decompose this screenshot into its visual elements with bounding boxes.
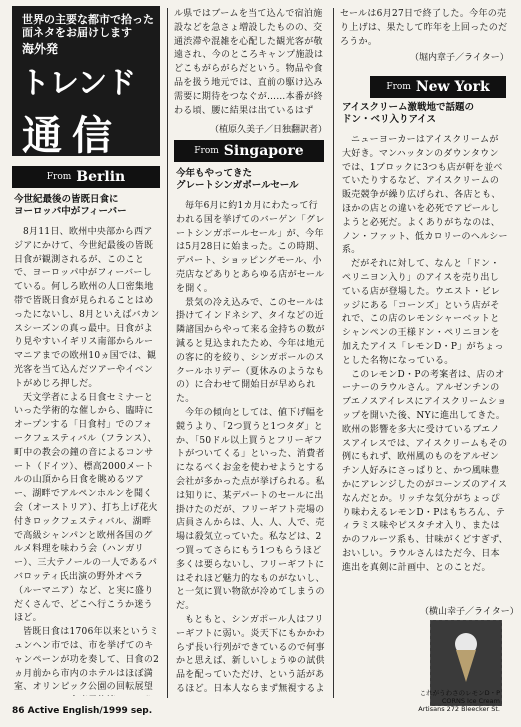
column-divider — [333, 8, 334, 698]
from-label: From — [194, 146, 219, 156]
col2-credit: （植原久美子／日独翻訳者） — [210, 125, 328, 135]
newyork-credit: （横山幸子／ライター） — [420, 607, 519, 617]
paragraph: 今年の傾向としては、値下げ幅を競うより、「2つ買うと1つタダ」とか、「50ドル以上買うとフリーギフトがついてくる」といった、消費者になるべくお金を使わせようとする会社が多かった点が挙げられる。私は知りに、某デパートのセールに出掛けたのだが、フリーギフト売場の店員さんからは、人、人、人で、売場は殺気立っていた。私などは、2つ買ってさらにもう1つもらうほど多くは要らないし、フリーギフトにはそれほど魅力的なものがないし、と一気に買い物欲が冷めてしまうのだ。 — [176, 407, 325, 612]
caption-line-3: Artisans 272 Bleecker St. — [418, 705, 500, 713]
newyork-subtitle: アイスクリーム激戦地で話題の ドン・ベリ入りアイス — [342, 102, 475, 125]
paragraph: ニューヨーカーはアイスクリームが大好き。マンハッタンのダウンタウンでは、1ブロックに3つも店が軒を並べていたりするなど、アイスクリームの販売競争が繰り広げられ、各店とも、ほかの店との違いを必死でアピールしようと必死だ。よくありがちなのは、ノン・ファット、低カロリーのヘルシー系。 — [342, 135, 508, 256]
photo-caption — [400, 688, 500, 713]
singapore-subtitle: 今年もやってきた グレートシンガポールセール — [176, 168, 299, 191]
header-title-2: 通信 — [22, 113, 122, 159]
paragraph: 毎年6月に約1カ月にわたって行われる国を挙げてのバーゲン「グレートシンガポールセール」が、今年は5月28日に始まった。この時期、デパート、ショッピングモール、小売店などありとあらゆる店がセールを開く。 — [176, 201, 325, 294]
from-label: From — [46, 172, 72, 182]
page-footer: 86 Active English/1999 sep. — [12, 706, 153, 716]
tagline-line-2: 面ネタをお届けします — [22, 26, 132, 39]
berlin-subtitle: 今世紀最後の皆既日食に ヨーロッパ中がフィーバー — [14, 194, 127, 217]
header-title-1: トレンド — [20, 66, 136, 101]
paragraph: 天文学者による日食セミナーといった学術的な催しから、臨時にオープンする「日食村」でのフォークフェスティバル（フランス）、町中の教会の鐘の音によるコンサート（ドイツ）、標高2000メートルの山頂から日食を眺めるツアー、湖畔でアルペンホルンを聞く会（オーストリア）、打ち上げ花火付きロックフェスティバル、湖畔で高級シャンパンと欧州各国のグルメ料理を味わう会（ハンガリー）、三大テノールの一人であるパバロッティ氏出演の野外オペラ（ルーマニア）など、と実に盛りだくさんで、どこへ行こうか迷うほど。 — [14, 392, 158, 624]
from-label: From — [386, 82, 411, 92]
paragraph: 皆既日食は1706年以来というミュンヘン市では、市を挙げてのキャンペーンが功を奏して、日食の2ヵ月前から市内のホテルはほぼ満室、オリンピック公園の回転展望 — [14, 627, 160, 693]
newyork-body — [342, 134, 508, 604]
paragraph: ル県ではブームを当て込んで宿泊施設などを急さょ増設したものの、交通渋滞や混雑を心配した観光客が敬遠され、今のところキャンプ施設はどこもがらがらだという。物品や食品を扱う地元では、直前の駆け込み需要に期待をつなぐが……本番が終わる頃、腰に結果は出ているはず — [174, 9, 324, 116]
col3-credit: （堀内章子／ライター） — [410, 53, 509, 63]
singapore-section-head — [174, 140, 324, 162]
paragraph: 景気の冷え込みで、このセールは掛けてインドネシア、タイなどの近隣諸国からやって来る金持ちの数が減ると見込まれたため、今年は地元の客に的を絞り、シンガポールのスクールホリデー（夏休みのようなもの）に合わせて開始日が早められた。 — [176, 297, 325, 405]
berlin-section-head — [12, 166, 160, 188]
trend-header-box — [12, 6, 160, 159]
caption-line-1: これがうわさのレモンD・P — [419, 689, 500, 697]
city-name: Berlin — [76, 169, 126, 185]
singapore-body — [176, 200, 326, 696]
header-label: 海外発 — [22, 42, 59, 56]
column-divider — [167, 8, 168, 698]
berlin-body — [14, 226, 160, 696]
col3-continuation — [340, 8, 508, 48]
city-name: New York — [415, 79, 490, 95]
paragraph: このレモンD・Pの考案者は、店のオーナーのラウルさん。アルゼンチンのブエノスアイレスにアイスクリームショップを開いた後、NYに進出してきた。欧州の影響を多大に受けているブエノスアイレスでは、アイスクリームもその例にもれず、欧州風のものをアルゼンチン人好みにさっぱりと、かつ風味豊かにアレンジしたのがコーンズのアイスなんだとか。リッチな気分がちょっぴり味わえるレモンD・Pはもちろん、ティラミス味やピスタチオ入り、またはかのフルーツ系も、甘味がくどすぎず、おいしい。ラウルさんはただ今、日本進出を真剣に計画中、とのことだ。 — [342, 369, 508, 573]
caption-line-2: CORNS Ice Cream — [441, 697, 500, 705]
city-name: Singapore — [223, 143, 304, 159]
col2-continuation — [174, 8, 324, 118]
header-tagline — [22, 13, 154, 39]
tagline-line-1: 世界の主要な都市で拾った — [22, 13, 154, 26]
paragraph: セールは6月27日で終了した。今年の売り上げは、果たして昨年を上回ったのだろうか。 — [340, 9, 508, 47]
paragraph: 8月11日、欧州中央部から西アジアにかけて、今世紀最後の皆既日食が観測されるが、このことで、ヨーロッパ中がフィーバーしている。何しろ欧州の人口密集地帯で皆既日食が見られることはめったにないし、8月といえばバカンスシーズンの真っ最中。日食がより見やすいイギリス南部からルーマニアまでの欧州10ヵ国では、観光客を当て込んだツアーやイベントがめじろ押しだ。 — [14, 227, 160, 389]
paragraph: もともと、シンガポール人はフリーギフトに弱い。炎天下にもかかわらず長い行列ができているので何事かと思えば、新しいしょうゆの試供品を配っていただけ、という話があるほど。日本人ならまず無視するよ — [176, 614, 325, 694]
paragraph: だがそれに対して、なんと「ドン・ペリニヨン入り」のアイスを売り出している店が登場した。ウエスト・ビレッジにある「コーンズ」という店がそれで、この店のレモンシャーベットとシャンペンの王様ドン・ペリニヨンを加えたアイス「レモンD・P」がちょっとした名物になっている。 — [342, 259, 504, 366]
newyork-section-head — [370, 76, 506, 98]
